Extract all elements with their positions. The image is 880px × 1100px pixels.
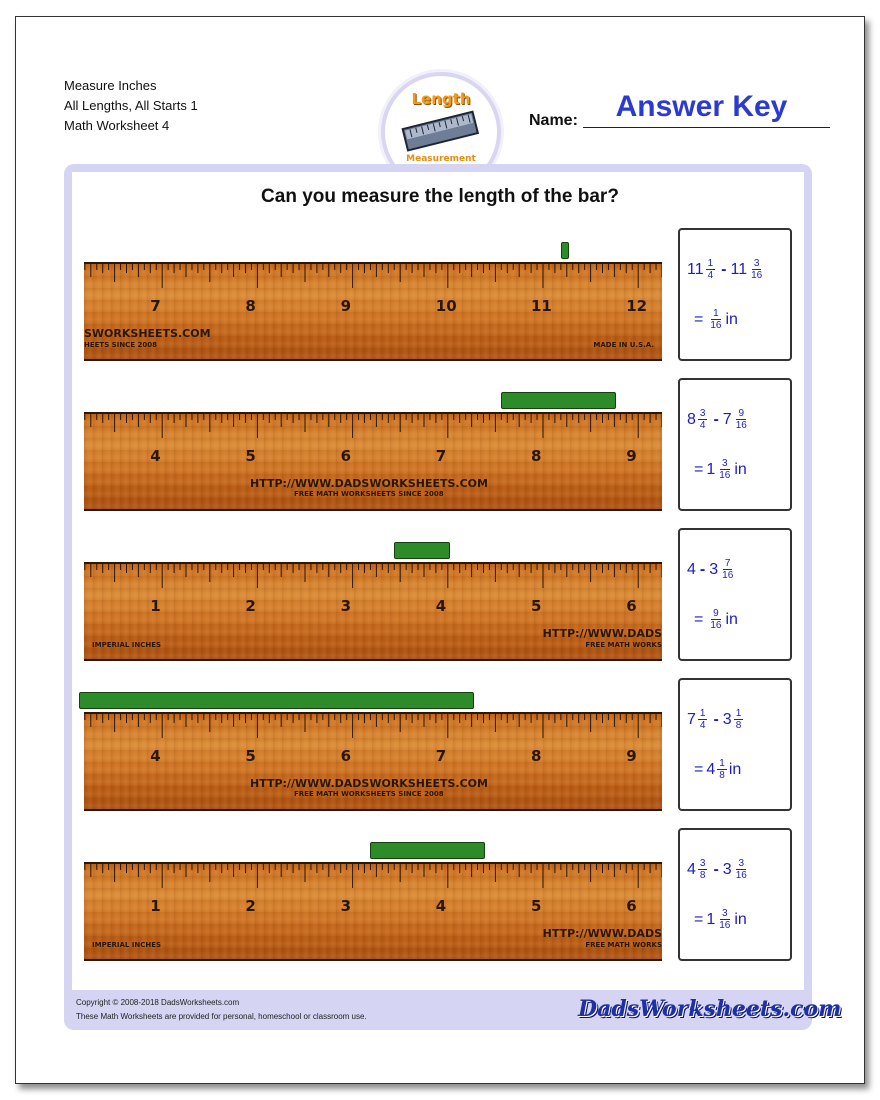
whole-number: 3 [722,710,732,728]
answer-box [678,378,792,511]
ruler-number: 9 [626,447,637,465]
whole-number: 8 [687,410,696,428]
whole-number: 7 [687,710,696,728]
worksheet-number: Math Worksheet 4 [64,118,170,133]
worksheet-title: Measure Inches [64,78,157,93]
whole-number: 4 [687,560,696,578]
ruler-number: 9 [340,297,352,315]
ruler-number: 7 [435,747,447,765]
whole-number: 4 [706,760,716,778]
ruler-number: 10 [435,297,457,315]
measure-bar [79,692,474,709]
answer-result: = $\frac{9}{16}$ in [694,608,738,631]
ruler-number: 3 [340,597,352,615]
fraction: $\frac{1}{16}$ [710,308,722,331]
ruler-number: 8 [531,447,542,465]
fraction: $\frac{7}{16}$ [722,558,734,581]
answer-subtraction: 7 $\frac{1}{4}$ - 3 $\frac{1}{8}$ [687,708,742,731]
ruler-imprint: FREE MATH WORKSHEETS SINCE 2008 [294,490,444,498]
ruler-imprint: FREE MATH WORKS [585,641,662,649]
ruler-number: 9 [626,747,637,765]
name-line [583,127,830,128]
ruler-imprint: FREE MATH WORKSHEETS SINCE 2008 [294,790,444,798]
ruler-number: 2 [245,897,256,915]
answer-box [678,228,792,361]
fraction: $\frac{9}{16}$ [710,608,722,631]
ruler [84,562,662,661]
copyright-text: Copyright © 2008-2018 DadsWorksheets.com [76,998,240,1007]
ruler-ticks [84,264,662,359]
ruler-number: 4 [435,597,447,615]
whole-number: 3 [709,560,719,578]
fraction: $\frac{3}{4}$ [699,408,706,431]
ruler-number: 8 [245,297,256,315]
brand-logo: DadsWorksheets.com [578,996,842,1022]
fraction: $\frac{1}{8}$ [735,708,742,731]
fraction: $\frac{3}{8}$ [699,858,706,881]
answer-result: = 1 $\frac{3}{16}$ in [694,908,747,931]
ruler-number: 8 [531,747,542,765]
unit-label: in [725,610,738,628]
answer-result: = $\frac{1}{16}$ in [694,308,738,331]
fraction: $\frac{3}{16}$ [719,908,731,931]
ruler-number: 2 [245,597,256,615]
measure-bar [561,242,569,259]
ruler-number: 5 [531,897,542,915]
ruler-imprint: HTTP://WWW.DADSWORKSHEETS.COM [250,777,488,790]
ruler-imprint: HTTP://WWW.DADSWORKSHEETS.COM [250,477,488,490]
ruler-ticks [84,864,662,959]
ruler-number: 7 [435,447,447,465]
ruler-number: 6 [626,597,637,615]
ruler-number: 3 [340,897,352,915]
ruler-imprint: HTTP://WWW.DADS [542,927,662,940]
answer-box [678,828,792,961]
fraction: $\frac{3}{16}$ [735,858,747,881]
ruler-imprint: FREE MATH WORKS [585,941,662,949]
measure-bar [370,842,485,859]
ruler-number: 5 [245,447,256,465]
ruler [84,412,662,511]
ruler-number: 4 [150,747,161,765]
whole-number: 1 [706,910,716,928]
fraction: $\frac{3}{16}$ [751,258,763,281]
whole-number: 3 [722,860,732,878]
answer-result: = 4 $\frac{1}{8}$ in [694,758,742,781]
ruler-number: 5 [245,747,256,765]
logo-subtitle: Measurement [406,154,476,164]
name-label: Name: [529,112,578,129]
ruler-number: 5 [531,597,542,615]
unit-label: in [734,460,747,478]
whole-number: 11 [687,260,704,278]
answer-box [678,678,792,811]
fraction: $\frac{3}{16}$ [719,458,731,481]
ruler-number: 6 [340,747,352,765]
fraction: $\frac{1}{4}$ [707,258,714,281]
ruler-imprint: HEETS SINCE 2008 [84,341,158,349]
worksheet-subtitle: All Lengths, All Starts 1 [64,98,198,113]
measure-bar [501,392,616,409]
ruler-number: 6 [626,897,637,915]
answer-box [678,528,792,661]
answer-subtraction: 8 $\frac{3}{4}$ - 7 $\frac{9}{16}$ [687,408,747,431]
measure-bar [394,542,450,559]
ruler-number: 1 [150,897,161,915]
answer-subtraction: 4 - 3 $\frac{7}{16}$ [687,558,734,581]
usage-note: These Math Worksheets are provided for personal, homeschool or classroom use. [76,1012,367,1021]
ruler-imprint: IMPERIAL INCHES [92,941,162,949]
ruler-number: 1 [150,597,161,615]
ruler [84,262,662,361]
answer-subtraction: 11 $\frac{1}{4}$ - 11 $\frac{3}{16}$ [687,258,763,281]
ruler-imprint: IMPERIAL INCHES [92,641,162,649]
ruler-imprint: SWORKSHEETS.COM [84,327,211,340]
ruler-imprint: HTTP://WWW.DADS [542,627,662,640]
ruler-number: 12 [626,297,648,315]
unit-label: in [734,910,747,928]
ruler-number: 6 [340,447,352,465]
logo-title: Length [411,90,471,108]
ruler-number: 11 [531,297,552,315]
fraction: $\frac{9}{16}$ [735,408,747,431]
fraction: $\frac{1}{4}$ [699,708,706,731]
ruler [84,712,662,811]
whole-number: 7 [722,410,732,428]
whole-number: 1 [706,460,716,478]
answer-subtraction: 4 $\frac{3}{8}$ - 3 $\frac{3}{16}$ [687,858,747,881]
ruler-number: 4 [435,897,447,915]
unit-label: in [725,310,738,328]
whole-number: 11 [730,260,748,278]
fraction: $\frac{1}{8}$ [719,758,725,781]
question-prompt: Can you measure the length of the bar? [261,186,619,207]
answer-key-title: Answer Key [615,90,788,123]
answer-result: = 1 $\frac{3}{16}$ in [694,458,747,481]
ruler [84,862,662,961]
unit-label: in [728,760,742,778]
ruler-ticks [84,564,662,659]
whole-number: 4 [687,860,696,878]
ruler-imprint: MADE IN U.S.A. [593,341,654,349]
ruler-number: 4 [150,447,161,465]
ruler-number: 7 [150,297,161,315]
